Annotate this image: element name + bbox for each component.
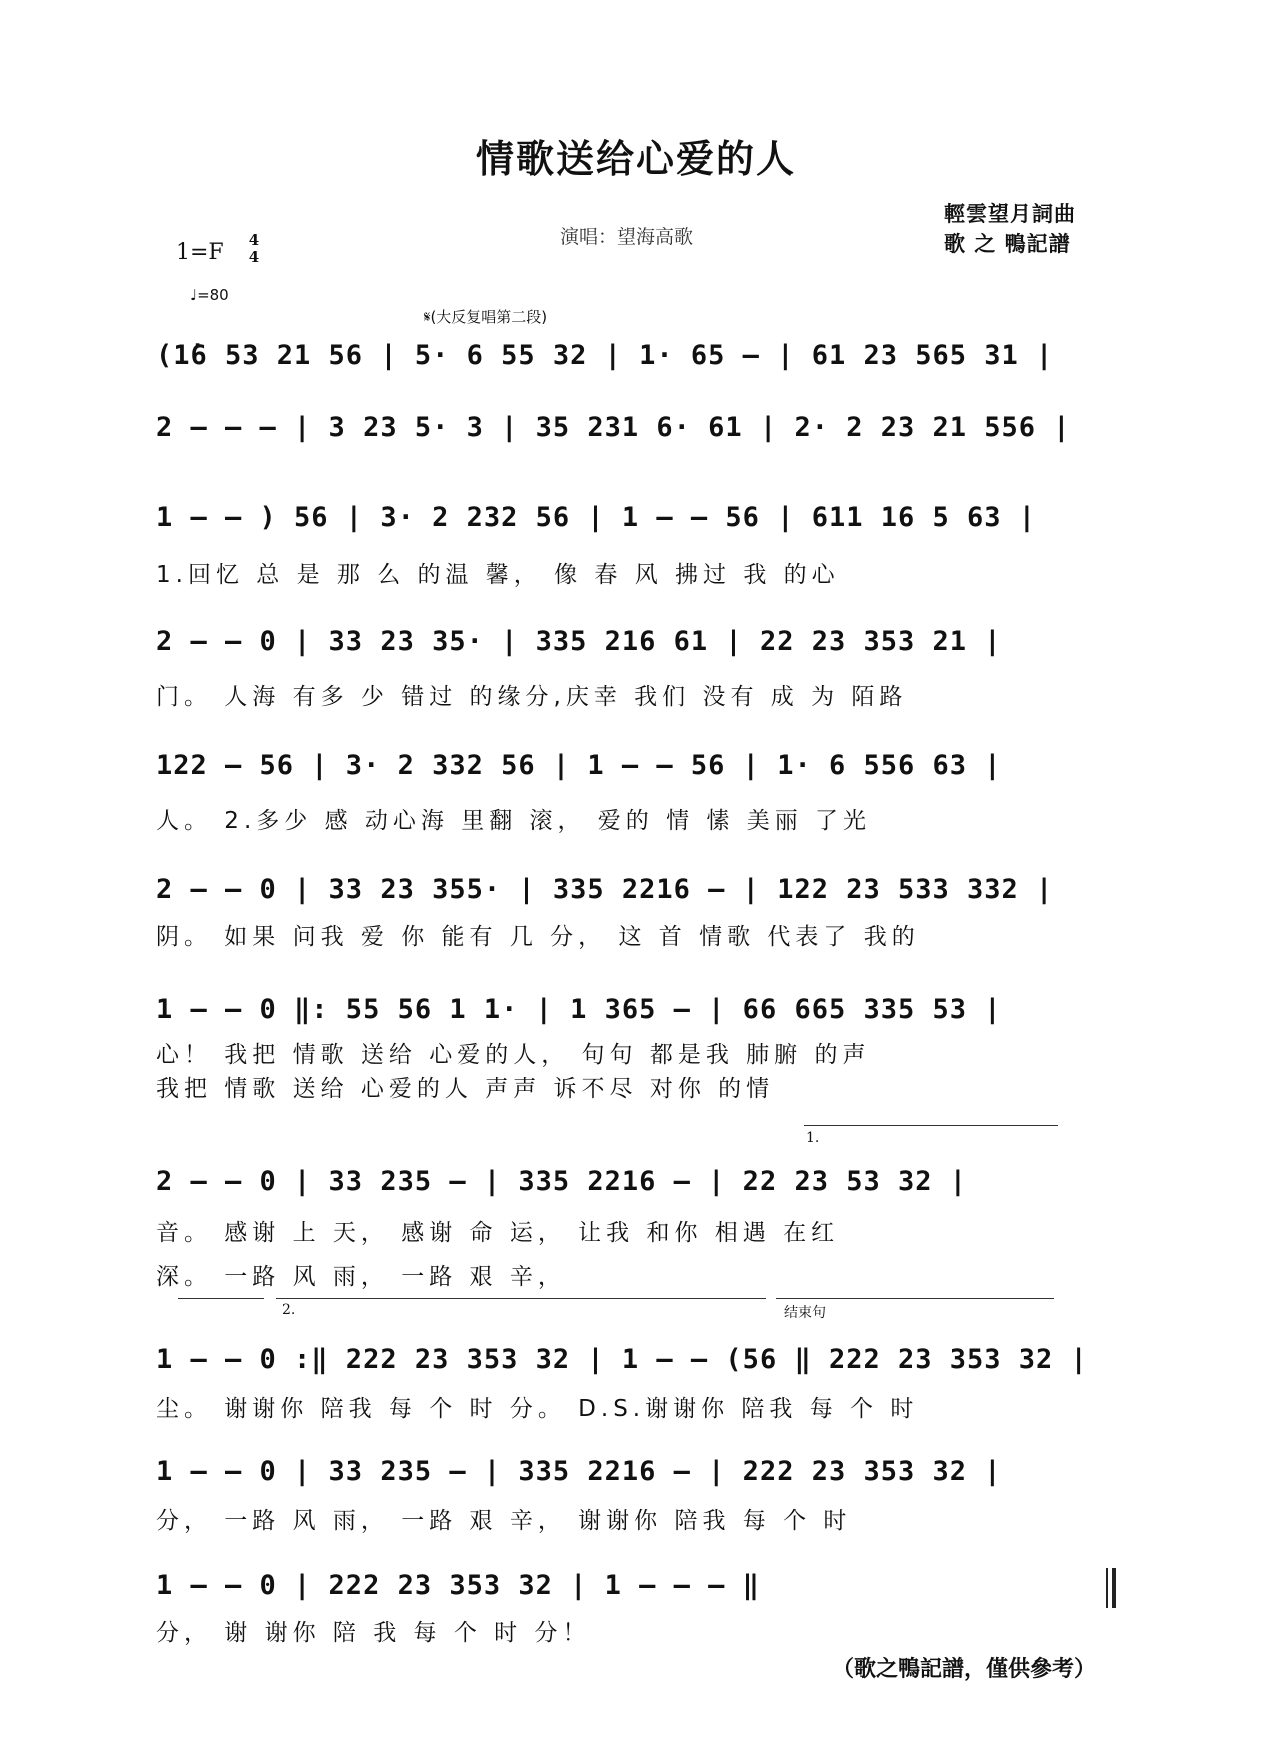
- volta-bracket-1: [804, 1125, 1058, 1126]
- notation-line-6: 2 – – 0 | 33 23 355· | 335 2216 – | 122 23 533 332 |: [156, 874, 1054, 905]
- volta-bracket-2: [276, 1298, 766, 1299]
- lyric-line-7b: 我把 情歌 送给 心爱的人 声声 诉不尽 对你 的情: [156, 1076, 775, 1102]
- volta-1-label: 1.: [806, 1130, 820, 1146]
- volta-bracket-left: [178, 1298, 264, 1299]
- lyric-line-5: 人。 2.多少 感 动心海 里翻 滚， 爱的 情 愫 美丽 了光: [156, 808, 872, 834]
- tempo-marking: ♩=80: [190, 286, 229, 304]
- notation-line-10: 1 – – 0 | 33 235 – | 335 2216 – | 222 23 353 32 |: [156, 1456, 1002, 1487]
- footer-note: （歌之鴨記譜，僅供參考）: [832, 1657, 1097, 1682]
- lyric-line-4: 门。 人海 有多 少 错过 的缘分,庆幸 我们 没有 成 为 陌路: [156, 684, 908, 710]
- transcriber-credit: 歌 之 鴨記譜: [944, 231, 1071, 256]
- lyric-line-10: 分， 一路 风 雨， 一路 艰 辛， 谢谢你 陪我 每 个 时: [156, 1508, 852, 1534]
- segno-marking: 𝄋(大反复唱第二段): [424, 308, 548, 326]
- lyric-line-8a: 音。 感谢 上 天， 感谢 命 运， 让我 和你 相遇 在红: [156, 1220, 840, 1246]
- lyric-line-9: 尘。 谢谢你 陪我 每 个 时 分。 D.S.谢谢你 陪我 每 个 时: [156, 1396, 919, 1422]
- lyric-line-6: 阴。 如果 问我 爱 你 能有 几 分， 这 首 情歌 代表了 我的: [156, 924, 920, 950]
- time-signature: [247, 232, 261, 266]
- volta-2-label: 2.: [282, 1302, 296, 1318]
- notation-line-8: 2 – – 0 | 33 235 – | 335 2216 – | 22 23 53 32 |: [156, 1166, 968, 1197]
- final-barline-thin: [1106, 1568, 1108, 1608]
- notation-line-9: 1 – – 0 :‖ 222 23 353 32 | 1 – – (56 ‖ 222 23 353 32 |: [156, 1344, 1088, 1375]
- lyric-line-7a: 心！ 我把 情歌 送给 心爱的人， 句句 都是我 肺腑 的声: [156, 1042, 871, 1068]
- time-signature-bottom: 4: [248, 248, 260, 266]
- notation-line-5: 122 – 56 | 3· 2 332 56 | 1 – – 56 | 1· 6 556 63 |: [156, 750, 1002, 781]
- notation-line-4: 2 – – 0 | 33 23 35· | 335 216 61 | 22 23 353 21 |: [156, 626, 1002, 657]
- final-barline-thick: [1112, 1568, 1116, 1608]
- coda-label: 结束句: [784, 1305, 826, 1321]
- notation-line-2: 2 – – – | 3 23 5· 3 | 35 231 6· 61 | 2· 2 23 21 556 |: [156, 412, 1071, 443]
- singer-credit: 演唱：望海高歌: [560, 226, 694, 248]
- lyricist-composer-credit: 輕雲望月詞曲: [944, 201, 1076, 226]
- notation-line-7: 1 – – 0 ‖: 55 56 1 1· | 1 365 – | 66 665 335 53 |: [156, 994, 1002, 1025]
- lyric-line-3: 1.回忆 总 是 那 么 的温 馨， 像 春 风 拂过 我 的心: [156, 562, 840, 588]
- notation-line-11: 1 – – 0 | 222 23 353 32 | 1 – – – ‖: [156, 1570, 760, 1601]
- coda-bracket: [776, 1298, 1054, 1299]
- notation-line-3: 1 – – ) 56 | 3· 2 232 56 | 1 – – 56 | 611 16 5 63 |: [156, 502, 1037, 533]
- key-signature: 1=F: [176, 240, 224, 265]
- lyric-line-11: 分， 谢 谢你 陪 我 每 个 时 分！: [156, 1620, 591, 1646]
- time-signature-top: 4: [248, 231, 260, 249]
- song-title: 情歌送给心爱的人: [475, 137, 796, 181]
- lyric-line-8b: 深。 一路 风 雨， 一路 艰 辛，: [156, 1264, 566, 1290]
- notation-line-1: (1̇6 53 21 56 | 5· 6 55 32 | 1· 65 – | 61 23 565 31 |: [156, 340, 1054, 371]
